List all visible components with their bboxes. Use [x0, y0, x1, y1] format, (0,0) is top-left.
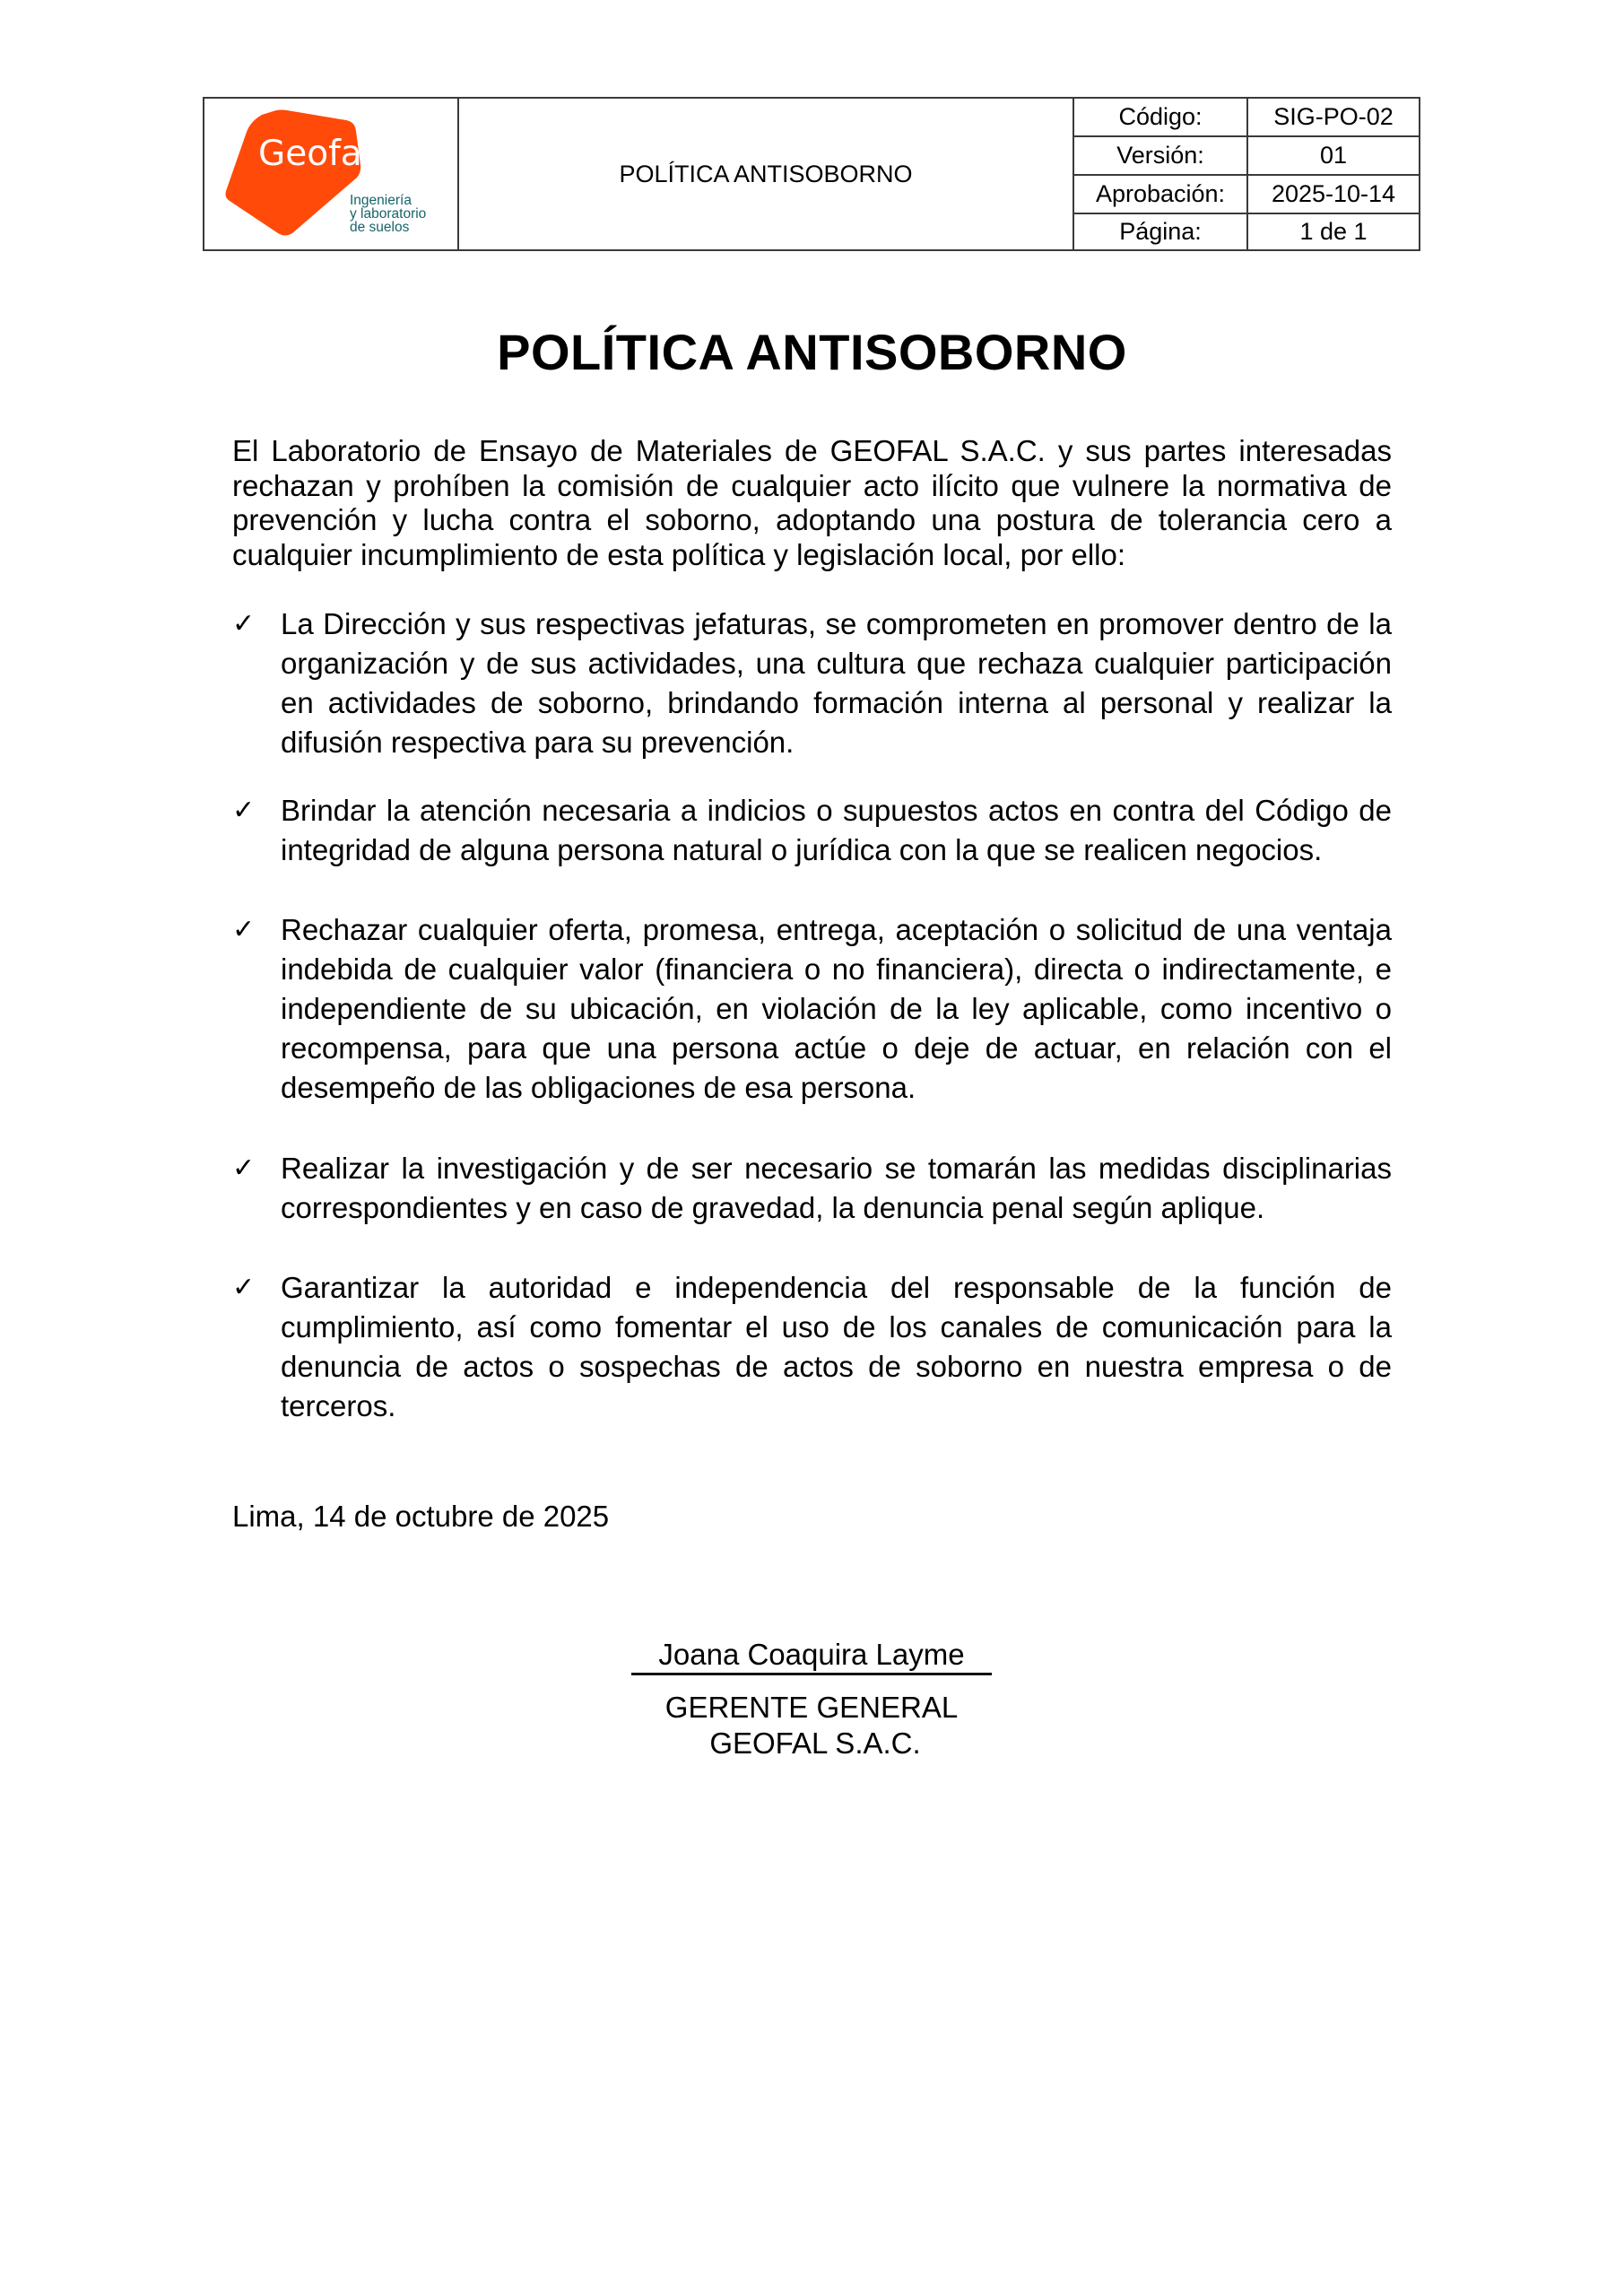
- field-label-code: Código:: [1118, 103, 1203, 130]
- checkmark-icon: ✓: [232, 1153, 256, 1183]
- company-logo: [204, 99, 459, 249]
- page-title: POLÍTICA ANTISOBORNO: [497, 324, 1127, 380]
- signatory-name: Joana Coaquira Layme: [658, 1638, 965, 1671]
- logo-tagline-line: Ingeniería: [350, 193, 412, 208]
- document-header: [203, 97, 1420, 251]
- header-document-name: POLÍTICA ANTISOBORNO: [619, 160, 913, 187]
- checkmark-icon: ✓: [232, 796, 256, 825]
- commitment-text: La Dirección y sus respectivas jefaturas, se comprometen en promover dentro de la organización y de sus actividades, una cultura que rechaza cualquier participación en actividades de soborno, brindando formación interna al personal y realizar la difusión respectiva para su prevención.: [281, 607, 1392, 759]
- field-label-page: Página:: [1119, 218, 1202, 245]
- logo-tagline-line: y laboratorio: [350, 206, 427, 222]
- signatory-role: GERENTE GENERAL: [664, 1691, 959, 1724]
- field-value-version: 01: [1319, 142, 1348, 169]
- checkmark-icon: ✓: [232, 609, 256, 639]
- field-value-code: SIG-PO-02: [1273, 103, 1394, 130]
- svg-text:Geofal: Geofal: [258, 134, 372, 174]
- intro-paragraph: El Laboratorio de Ensayo de Materiales de GEOFAL S.A.C. y sus partes interesadas rechazan y prohíben la comisión de cualquier acto ilícito que vulnere la normativa de prevención y lucha contra el soborno, adoptando una postura de tolerancia cero a cualquier incumplimiento de esta política y legislación local, por ello:: [232, 434, 1392, 571]
- place-date: Lima, 14 de octubre de 2025: [232, 1500, 610, 1533]
- field-value-page: 1 de 1: [1299, 218, 1368, 245]
- field-label-version: Versión:: [1116, 142, 1204, 169]
- signature-line: [631, 1673, 992, 1675]
- commitment-text: Brindar la atención necesaria a indicios o supuestos actos en contra del Código de integridad de alguna persona natural o jurídica con la que se realicen negocios.: [281, 794, 1392, 866]
- field-value-approval: 2025-10-14: [1271, 180, 1396, 207]
- checkmark-icon: ✓: [232, 915, 256, 944]
- field-label-approval: Aprobación:: [1095, 180, 1226, 207]
- commitment-text: Rechazar cualquier oferta, promesa, entrega, aceptación o solicitud de una ventaja indebida de cualquier valor (financiera o no financiera), directa o indirectamente, e independiente de su ubicación, en violación de la ley aplicable, como incentivo o recompensa, para que una persona actúe o deje de actuar, en relación con el desempeño de las obligaciones de esa persona.: [281, 913, 1392, 1104]
- commitment-text: Garantizar la autoridad e independencia del responsable de la función de cumplimiento, así como fomentar el uso de los canales de comunicación para la denuncia de actos o sospechas de actos de soborno en nuestra empresa o de terceros.: [281, 1271, 1392, 1422]
- checkmark-icon: ✓: [232, 1273, 256, 1302]
- logo-tagline: [350, 194, 426, 234]
- logo-tagline-line: de suelos: [350, 220, 410, 235]
- signatory-company: GEOFAL S.A.C.: [709, 1726, 921, 1760]
- commitment-text: Realizar la investigación y de ser necesario se tomarán las medidas disciplinarias correspondientes y en caso de gravedad, la denuncia penal según aplique.: [281, 1152, 1392, 1224]
